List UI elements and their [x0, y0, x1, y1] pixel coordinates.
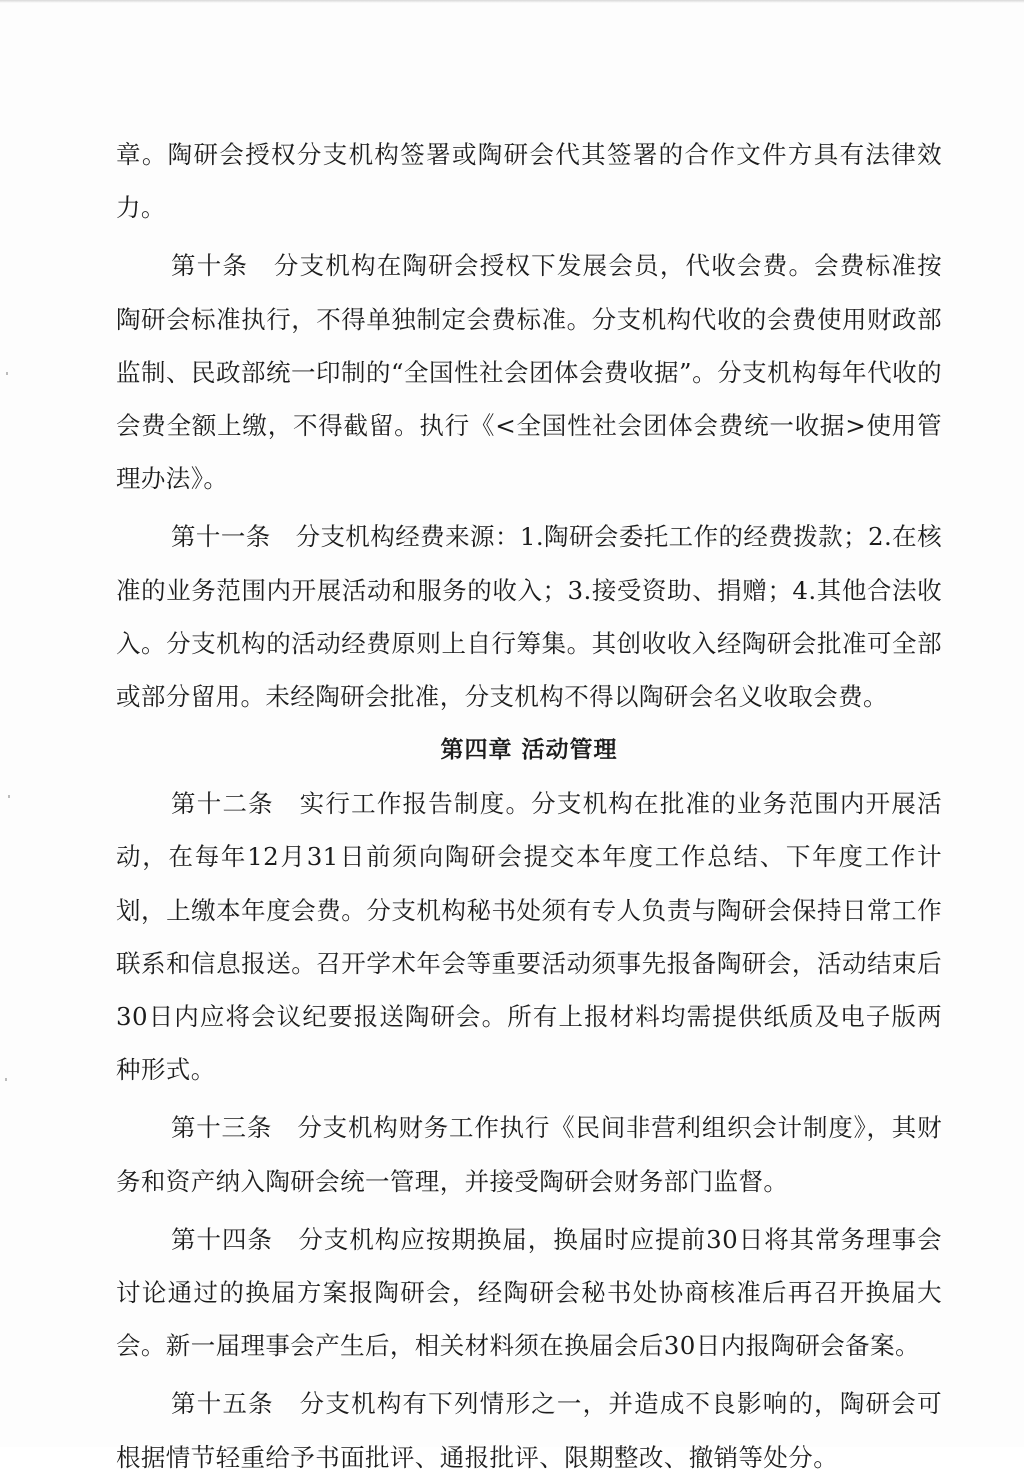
- article-11: 第十一条 分支机构经费来源：1.陶研会委托工作的经费拨款；2.在核准的业务范围内开展活动和服务的收入；3.接受资助、捐赠；4.其他合法收入。分支机构的活动经费原则上自行筹集。其创收收入经陶研会批准可全部或部分留用。未经陶研会批准，分支机构不得以陶研会名义收取会费。: [116, 522, 942, 712]
- document-body: [116, 128, 942, 1484]
- scan-speck: [8, 795, 10, 798]
- article-12: 第十二条 实行工作报告制度。分支机构在批准的业务范围内开展活动，在每年12月31日前须向陶研会提交本年度工作总结、下年度工作计划，上缴本年度会费。分支机构秘书处须有专人负责与陶研会保持日常工作联系和信息报送。召开学术年会等重要活动须事先报备陶研会，活动结束后30日内应将会议纪要报送陶研会。所有上报材料均需提供纸质及电子版两种形式。: [116, 789, 942, 1085]
- scan-edge: [0, 0, 1024, 3]
- article-10: 第十条 分支机构在陶研会授权下发展会员，代收会费。会费标准按陶研会标准执行，不得单独制定会费标准。分支机构代收的会费使用财政部监制、民政部统一印制的“全国性社会团体会费收据”。分支机构每年代收的会费全额上缴，不得截留。执行《<全国性社会团体会费统一收据>使用管理办法》。: [116, 251, 942, 494]
- article-13: 第十三条 分支机构财务工作执行《民间非营利组织会计制度》，其财务和资产纳入陶研会统一管理，并接受陶研会财务部门监督。: [116, 1113, 942, 1196]
- chapter-title: 第四章 活动管理: [440, 737, 618, 764]
- article-15: 第十五条 分支机构有下列情形之一，并造成不良影响的，陶研会可根据情节轻重给予书面批评、通报批评、限期整改、撤销等处分。: [116, 1389, 942, 1472]
- paragraph-continuation: 章。陶研会授权分支机构签署或陶研会代其签署的合作文件方具有法律效力。: [116, 140, 942, 223]
- article-14: 第十四条 分支机构应按期换届，换届时应提前30日将其常务理事会讨论通过的换届方案报陶研会，经陶研会秘书处协商核准后再召开换届大会。新一届理事会产生后，相关材料须在换届会后30日内报陶研会备案。: [116, 1224, 942, 1361]
- scan-speck: [6, 372, 8, 375]
- scan-speck: [5, 1078, 7, 1081]
